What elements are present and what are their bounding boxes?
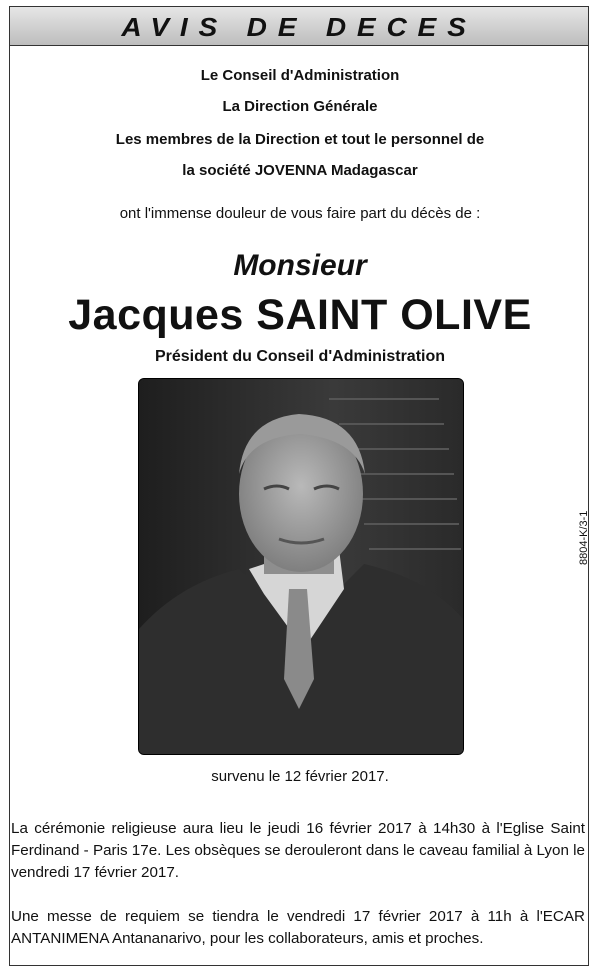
death-date: survenu le 12 février 2017. xyxy=(211,768,389,785)
reference-code: 8804-K/3-1 xyxy=(578,510,590,565)
notice-title: AVIS DE DECES xyxy=(121,12,477,42)
announcer-line: la société JOVENNA Madagascar xyxy=(182,162,418,179)
requiem-paragraph: Une messe de requiem se tiendra le vendredi 17 février 2017 à 11h à l'ECAR ANTANIMENA Antananarivo, pour les collaborateurs, amis et proches. xyxy=(11,908,585,947)
portrait-photo xyxy=(138,378,464,755)
honorific: Monsieur xyxy=(233,249,367,282)
announcer-line: Le Conseil d'Administration xyxy=(200,67,400,84)
notice-header xyxy=(9,6,589,46)
deceased-name: Jacques SAINT OLIVE xyxy=(68,291,532,339)
announcer-line: Les membres de la Direction et tout le personnel de xyxy=(115,131,485,148)
ceremony-paragraph: La cérémonie religieuse aura lieu le jeudi 16 février 2017 à 14h30 à l'Eglise Saint Ferdinand - Paris 17e. Les obsèques se derouleront dans le caveau familial à Lyon le vendredi 17 février 2017. xyxy=(11,820,585,881)
intro-text: ont l'immense douleur de vous faire part du décès de : xyxy=(119,205,481,222)
announcer-line: La Direction Générale xyxy=(222,98,378,115)
deceased-role: Président du Conseil d'Administration xyxy=(154,348,446,365)
